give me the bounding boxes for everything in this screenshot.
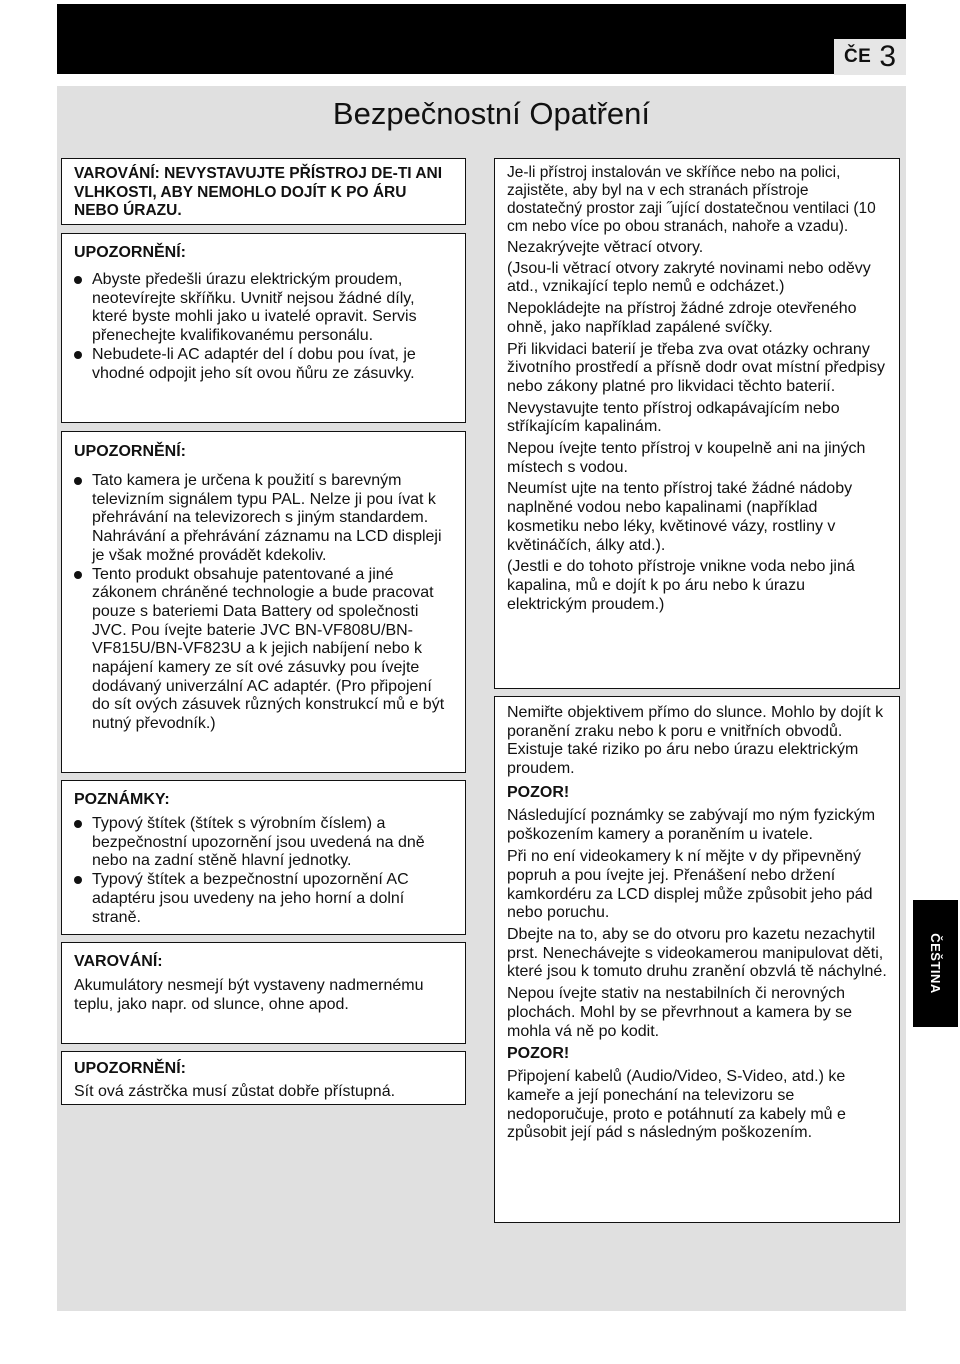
paragraph: (Jestli e do tohoto přístroje vnikne voda nebo jiná kapalina, mů e dojít k po áru nebo k úrazu elektrickým proudem.) bbox=[507, 558, 855, 613]
paragraph: Nepou ívejte stativ na nestabilních či nerovných plochách. Mohl by se převrhnout a kamera by se mohla vá ně po kodit. bbox=[507, 985, 853, 1040]
paragraph: Připojení kabelů (Audio/Video, S-Video, atd.) ke kameře a její ponechání na televizoru se nedoporučuje, proto e potáhnutí za kabely mů e způsobit její pád s následným poškozením. bbox=[507, 1068, 846, 1142]
notes-list bbox=[74, 815, 453, 927]
bullet-icon bbox=[74, 876, 82, 884]
caution-box-plug bbox=[61, 1051, 466, 1105]
top-black-bar bbox=[57, 4, 906, 74]
notes-heading: POZNÁMKY: bbox=[74, 791, 170, 808]
warning-battery-text: Akumulátory nesmejí být vystaveny nadmernému teplu, jako napr. od slunce, ohne apod. bbox=[74, 977, 424, 1013]
paragraph: Dbejte na to, aby se do otvoru pro kazetu nezachytil prst. Nenechávejte s videokamerou manipulovat děti, které jsou k tomuto druhu zranění obzvlá tě náchylné. bbox=[507, 926, 887, 981]
page-title: Bezpečnostní Opatření bbox=[332, 96, 650, 131]
title-bar bbox=[57, 86, 906, 146]
caution-heading: UPOZORNĚNÍ: bbox=[74, 443, 186, 460]
page-number: 3 bbox=[879, 40, 897, 73]
list-item: Abyste předešli úrazu elektrickým proudem, neotevírejte skříňku. Uvnitř nejsou žádné díly, které byste mohli jako u ivatelé opravit. Servis přenechejte kvalifikovanému personálu. bbox=[74, 271, 453, 346]
warning-heading: VAROVÁNÍ: bbox=[74, 953, 163, 970]
caution-heading: POZOR! bbox=[507, 1045, 570, 1063]
caution-box-pal bbox=[61, 431, 466, 773]
lens-caution-box bbox=[494, 696, 900, 1223]
language-code: ČE bbox=[843, 46, 872, 67]
bullet-icon bbox=[74, 571, 82, 579]
paragraph: Nevystavujte tento přístroj odkapávajícím nebo stříkajícím kapalinám. bbox=[507, 399, 840, 436]
notes-box bbox=[61, 780, 466, 935]
bullet-icon bbox=[74, 276, 82, 284]
warning-box-moisture bbox=[61, 158, 466, 225]
warning-moisture-text: VAROVÁNÍ: NEVYSTAVUJTE PŘÍSTROJ DE-TI ANI VLHKOSTI, ABY NEMOHLO DOJÍT K PO ÁRU NEBO ÚRAZU. bbox=[74, 165, 443, 219]
page-number-tab bbox=[834, 39, 906, 75]
paragraph: Nemiřte objektivem přímo do slunce. Mohlo by dojít k poranění zraku nebo k poru e vnitřních obvodů. Existuje také riziko po áru nebo úrazu elektrickým proudem. bbox=[507, 704, 884, 778]
caution-list bbox=[74, 271, 453, 383]
caution-box-electric bbox=[61, 233, 466, 423]
list-item: Nebudete-li AC adaptér del í dobu pou ívat, je vhodné odpojit jeho sít ovou ňůru ze zásuvky. bbox=[74, 346, 453, 383]
language-side-label: ČEŠTINA bbox=[928, 933, 943, 994]
list-item: Tato kamera je určena k použití s barevným televizním signálem typu PAL. Nelze ji pou ívat k přehrávání na televizorech s jiným standardem. Nahrávání a přehrávání záznamu na LCD displeji je však možné provádět kdekoliv. bbox=[74, 472, 453, 566]
list-item: Tento produkt obsahuje patentované a jiné zákonem chráněné technologie a bude pracovat pouze s bateriemi Data Battery od společnosti JVC. Pou ívejte baterie JVC BN-VF808U/BN-VF815U/BN-VF823U a k jejich nabíjení nebo k napájení kamery ze sít ové zásuvky pou ívejte dodávaný univerzální AC adaptér. (Pro připojení do sít ových zásuvek různých konstrukcí mů e být nutný převodník.) bbox=[74, 566, 453, 734]
list-item: Typový štítek a bezpečnostní upozornění AC adaptéru jsou uvedeny na jeho horní a dolní straně. bbox=[74, 871, 453, 927]
paragraph: Při likvidaci baterií je třeba zva ovat otázky ochrany životního prostředí a přísně dodr ovat místní předpisy nebo zákony platné pro likvidaci těchto baterií. bbox=[507, 340, 885, 395]
paragraph: Následující poznámky se zabývají mo ným fyzickým poškozením kamery a poraněním u ivatele. bbox=[507, 806, 876, 843]
list-item: Typový štítek (štítek s výrobním číslem) a bezpečnostní upozornění jsou uvedená na dně nebo na zadní stěně hlavní jednotky. bbox=[74, 815, 453, 871]
ventilation-box bbox=[494, 158, 900, 689]
caution-heading: UPOZORNĚNÍ: bbox=[74, 244, 186, 261]
caution-plug-text: Sít ová zástrčka musí zůstat dobře přístupná. bbox=[74, 1083, 396, 1100]
language-side-tab bbox=[913, 900, 958, 1027]
content-area bbox=[57, 146, 906, 1311]
caution-heading: POZOR! bbox=[507, 783, 570, 801]
caution-heading: UPOZORNĚNÍ: bbox=[74, 1060, 186, 1077]
paragraph: Neumíst ujte na tento přístroj také žádné nádoby naplněné vodou nebo kapalinami (například kosmetiku nebo léky, květinové vázy, rostliny v květináčích, álky atd.). bbox=[507, 480, 853, 554]
bullet-icon bbox=[74, 351, 82, 359]
paragraph: Nepou ívejte tento přístroj v koupelně ani na jiných místech s vodou. bbox=[507, 440, 866, 476]
paragraph: Je-li přístroj instalován ve skříňce nebo na polici, zajistěte, aby byl na v ech stranách přístroje dostatečný prostor zaji ˝ující dostatečnou ventilaci (10 cm nebo více po obou stranách, nahoře a vzadu). bbox=[507, 164, 876, 235]
caution-list bbox=[74, 472, 453, 734]
bullet-icon bbox=[74, 477, 82, 485]
paragraph: Při no ení videokamery k ní mějte v dy připevněný popruh a pou ívejte jej. Přenášení nebo držení kamkordéru za LCD displej může způsobit jeho pád nebo poruchu. bbox=[507, 848, 873, 922]
bullet-icon bbox=[74, 820, 82, 828]
warning-box-battery bbox=[61, 942, 466, 1044]
paragraph: (Jsou-li větrací otvory zakryté novinami nebo oděvy atd., vznikající teplo nemů e odcházet.) bbox=[507, 259, 871, 296]
paragraph: Nepokládejte na přístroj žádné zdroje otevřeného ohně, jako například zapálené svíčky. bbox=[507, 300, 857, 336]
paragraph: Nezakrývejte větrací otvory. bbox=[507, 239, 704, 256]
